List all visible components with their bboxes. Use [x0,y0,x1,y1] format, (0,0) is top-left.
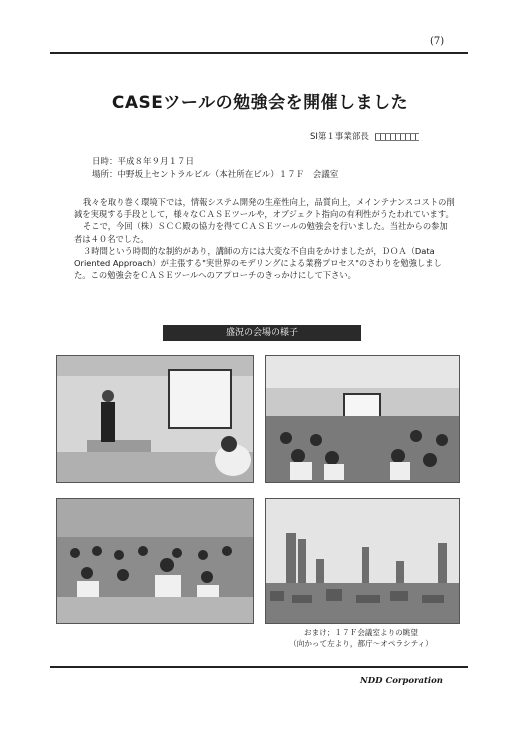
photo-caption [286,627,436,649]
author-title: SI第１事業部長 [310,132,369,142]
event-date: 日時：平成８年９月１７日 [92,157,195,167]
page-number: (7) [430,36,445,47]
photo-participants [56,498,254,624]
photo-caption-line: （向かって左より，都庁～オペラシティ） [289,639,433,648]
paragraph: そこで，今回（株）ＳＣＣ殿の協力を得てＣＡＳＥツールの勉強会を行いました。当社からの参加者は４０名でした。 [74,221,448,244]
company-footer: NDD Corporation [360,676,443,686]
photo-caption-line: おまけ；１７Ｆ会議室よりの眺望 [304,628,418,637]
photo-city-view [265,498,460,624]
paragraph: 我々を取り巻く環境下では，情報システム開発の生産性向上，品質向上，メインテナンスコストの削減を実現する手段として，様々なＣＡＳＥツールや，オブジェクト指向の有利性がうたわれています。 [74,197,455,220]
top-rule [50,52,468,54]
author-line [310,130,419,142]
photo-speaker [56,355,254,483]
article-title: CASEツールの勉強会を開催しました [111,93,409,113]
event-place: 場所：中野坂上セントラルビル（本社所在ビル）１７Ｆ 会議室 [92,170,339,180]
article-body [74,196,456,281]
section-caption-bar: 盛況の会場の様子 [163,325,361,341]
photo-audience-wide [265,355,460,483]
paragraph: ３時間という時間的な制約があり，講師の方には大変な不自由をかけましたが，ＤＯＡ（Data Oriented Approach）が主張する"実世界のモデリングによる業務プロセス"のさわりを勉強しました。この勉強会をＣＡＳＥツールへのアプローチのきっかけにして下さい。 [74,245,442,281]
author-name-illegible [375,133,419,141]
bottom-rule [50,666,468,668]
